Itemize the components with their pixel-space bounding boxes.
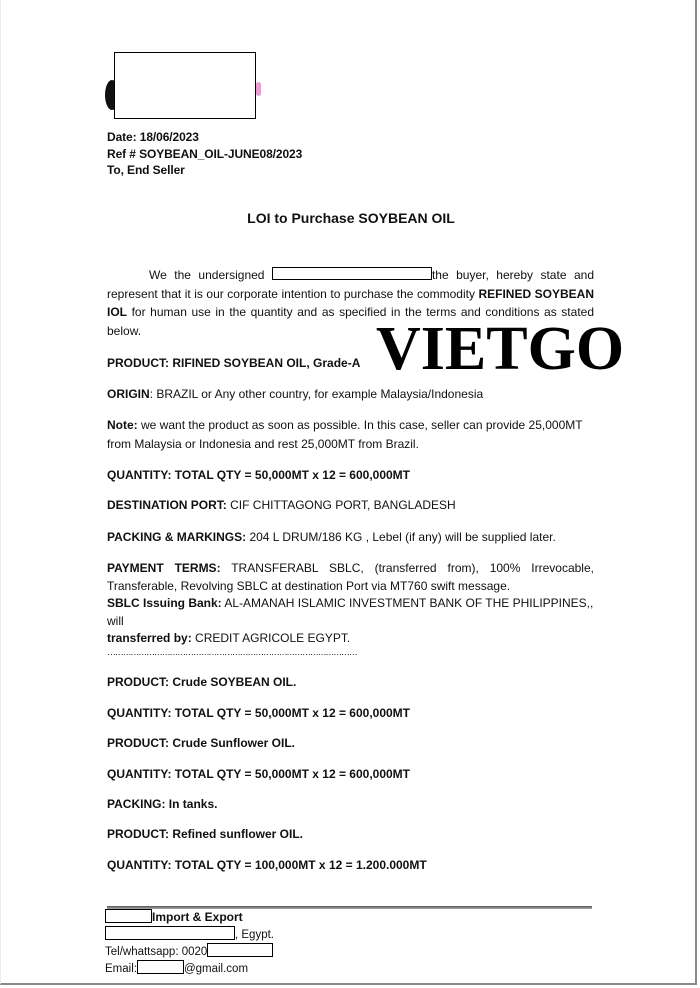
product-line	[107, 704, 594, 723]
product-line	[107, 734, 594, 753]
product-text: PRODUCT: Refined sunflower OIL.	[107, 827, 304, 841]
product-line	[107, 825, 594, 844]
term-label: DESTINATION PORT:	[107, 498, 227, 512]
bank-value: AL-AMANAH ISLAMIC INVESTMENT BANK OF THE PHILIPPINES,, will	[107, 596, 594, 628]
product-line	[107, 795, 594, 814]
document-title: LOI to Purchase SOYBEAN OIL	[247, 210, 455, 226]
payment-terms	[107, 560, 594, 648]
company-name: Import & Export	[152, 910, 243, 924]
product-text: PRODUCT: Crude Sunflower OIL.	[107, 736, 296, 750]
redaction-box-buyer	[272, 267, 432, 280]
vietgo-watermark: VIETGO	[376, 315, 625, 383]
term-label: ORIGIN	[107, 387, 150, 401]
payment-value: TRANSFERABL SBLC, (transferred from), 100% Irrevocable, Transferable, Revolving SBLC at destination Port via MT760 swift message.	[107, 561, 594, 593]
term-value: we want the product as soon as possible. In this case, seller can provide 25,000MT from Malaysia or Indonesia and rest 25,000MT from Brazil.	[107, 418, 583, 451]
product-text: PACKING: In tanks.	[107, 797, 218, 811]
letter-header	[107, 129, 302, 179]
phone-label: Tel/whattsapp: 0020	[105, 946, 208, 958]
recipient: To, End Seller	[107, 163, 185, 177]
company-logo	[105, 52, 265, 122]
term-product	[107, 354, 594, 373]
transfer-label: transferred by:	[107, 631, 192, 645]
redaction-box-email	[137, 960, 184, 974]
transfer-value: CREDIT AGRICOLE EGYPT.	[191, 631, 351, 645]
email-domain: @gmail.com	[183, 963, 249, 975]
term-value: : BRAZIL or Any other country, for example Malaysia/Indonesia	[149, 387, 484, 401]
product-text: QUANTITY: TOTAL QTY = 50,000MT x 12 = 600,000MT	[107, 706, 410, 720]
reference-number: Ref # SOYBEAN_OIL-JUNE08/2023	[107, 146, 303, 161]
term-label: PRODUCT: RIFINED SOYBEAN OIL, Grade-A	[107, 356, 361, 370]
term-note	[107, 416, 594, 453]
redaction-box-logo	[114, 52, 256, 119]
intro-text: the buyer, hereby state and represent that it is our corporate intention to purchase the commodity	[107, 268, 594, 301]
date: Date: 18/06/2023	[107, 130, 199, 144]
term-label: QUANTITY: TOTAL QTY = 50,000MT x 12 = 600,000MT	[107, 468, 410, 482]
letter-footer	[105, 909, 274, 977]
term-destination-port	[107, 496, 594, 515]
redaction-box-company	[105, 909, 152, 923]
payment-label: PAYMENT TERMS:	[107, 561, 221, 575]
term-quantity	[107, 466, 594, 485]
product-text: QUANTITY: TOTAL QTY = 50,000MT x 12 = 600,000MT	[107, 767, 410, 781]
term-value: 204 L DRUM/186 KG , Lebel (if any) will be supplied later.	[246, 530, 556, 544]
address-text: , Egypt.	[235, 929, 274, 941]
intro-text: for human use in the quantity and as specified in the terms and conditions as stated below.	[107, 305, 594, 338]
term-origin	[107, 385, 594, 404]
email-label: Email:	[105, 963, 137, 975]
dotted-separator: ……………………………………………………………………………………	[107, 647, 357, 657]
product-line	[107, 765, 594, 784]
bank-label: SBLC Issuing Bank:	[107, 596, 222, 610]
term-value: CIF CHITTAGONG PORT, BANGLADESH	[226, 498, 456, 512]
term-label: PACKING & MARKINGS:	[107, 530, 247, 544]
redaction-box-phone	[207, 943, 273, 957]
redaction-box-address	[105, 926, 235, 940]
term-packing	[107, 528, 594, 547]
product-text: QUANTITY: TOTAL QTY = 100,000MT x 12 = 1.200.000MT	[107, 858, 427, 872]
intro-text: We the undersigned	[149, 268, 272, 282]
product-line	[107, 673, 594, 692]
product-line	[107, 856, 594, 875]
term-label: Note:	[107, 418, 138, 432]
product-text: PRODUCT: Crude SOYBEAN OIL.	[107, 675, 297, 689]
commodity-name: REFINED SOYBEAN IOL	[107, 286, 594, 319]
logo-fragment-pink	[256, 82, 261, 96]
